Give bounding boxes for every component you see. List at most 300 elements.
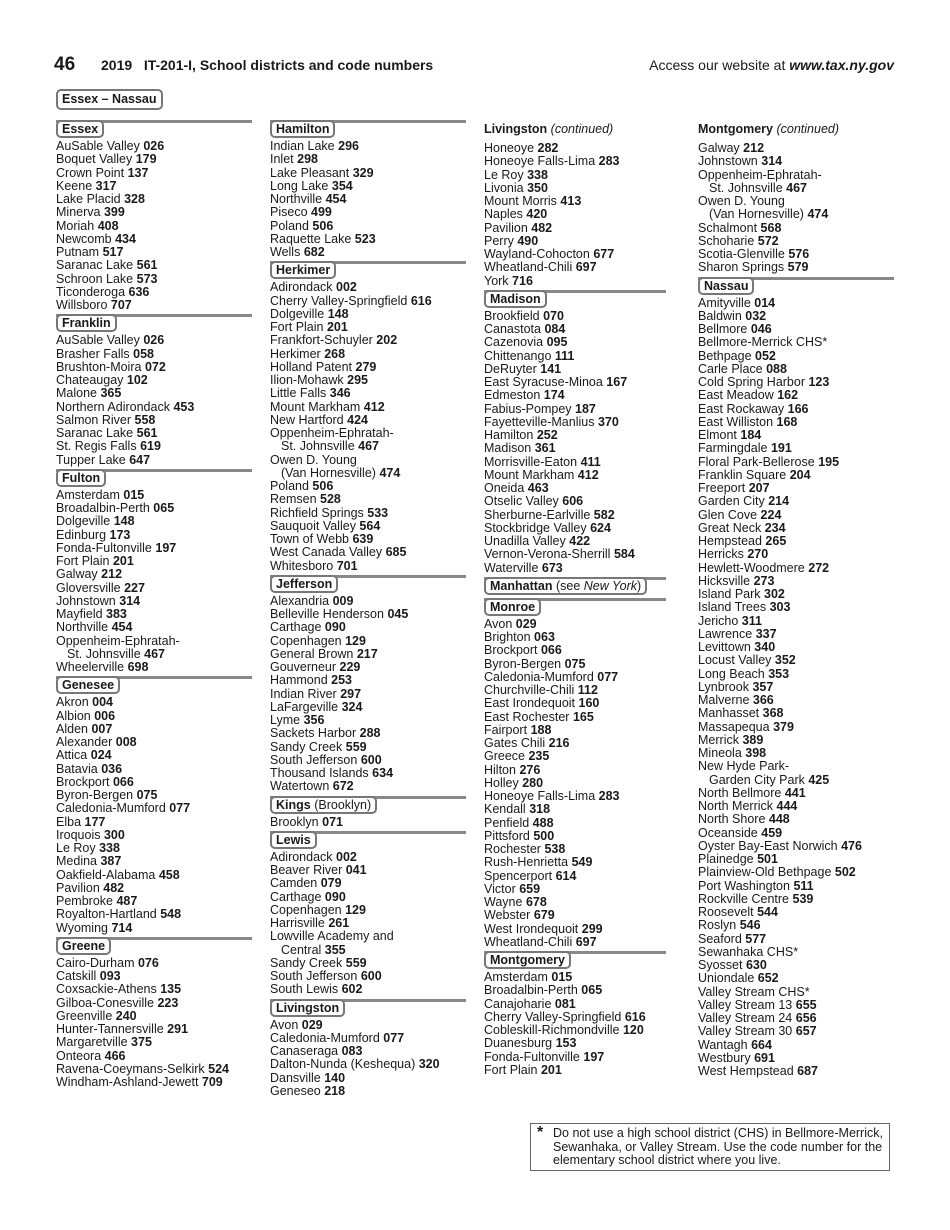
district-code: 071 [322, 814, 343, 829]
district-entry [56, 1036, 256, 1049]
district-entry [270, 877, 470, 890]
county-heading [484, 951, 684, 970]
district-entry [698, 522, 898, 535]
district-code: 490 [517, 233, 539, 248]
district-entry [484, 522, 684, 535]
district-name: South Jefferson [270, 752, 358, 767]
district-name: Livonia [484, 180, 524, 195]
district-name: Johnstown [56, 593, 116, 608]
county-label-box [56, 469, 106, 487]
district-name: Caledonia-Mumford [484, 669, 594, 684]
district-code: 329 [352, 165, 374, 180]
district-code: 324 [341, 699, 363, 714]
district-entry [698, 853, 898, 866]
district-entry [56, 789, 256, 802]
district-name: Waterville [484, 560, 539, 575]
district-name: Malverne [698, 693, 750, 707]
district-code: 559 [345, 739, 367, 754]
district-code: 299 [581, 921, 603, 936]
district-code: 223 [157, 995, 179, 1010]
footnote-text: Do not use a high school district (CHS) in Bellmore-Merrick, Sewanhaka, or Valley Stream. Use the code number for the elementary school district where you live. [553, 1126, 883, 1167]
district-name: Port Washington [698, 878, 790, 893]
district-code: 314 [761, 154, 783, 169]
district-code: 659 [519, 881, 541, 896]
district-code: 165 [572, 709, 594, 724]
district-name: Herricks [698, 547, 744, 562]
district-code: 066 [540, 643, 562, 658]
district-name: Central [281, 942, 322, 957]
district-entry [270, 374, 470, 387]
district-name: Watertown [270, 779, 330, 794]
district-code: 561 [136, 258, 158, 273]
county-heading [698, 277, 898, 296]
district-entry [484, 182, 684, 195]
district-name: Galway [698, 141, 740, 155]
district-name: Gilboa-Conesville [56, 995, 154, 1010]
county-section [270, 261, 470, 573]
district-code: 129 [345, 633, 366, 648]
district-name: Oakfield-Alabama [56, 867, 156, 882]
district-entry [270, 140, 470, 153]
district-entry [270, 295, 470, 308]
district-name: Town of Webb [270, 532, 349, 546]
district-name: Brockport [56, 774, 110, 789]
district-entry [270, 851, 470, 864]
district-name: Fort Plain [270, 320, 324, 334]
district-code: 511 [793, 878, 814, 893]
district-code: 081 [554, 996, 576, 1011]
district-name: Northern Adirondack [56, 399, 170, 414]
district-entry [270, 648, 470, 661]
county-name: Montgomery [490, 953, 565, 967]
county-heading-continued [484, 122, 684, 142]
district-entry [56, 206, 256, 219]
district-code: 302 [764, 587, 785, 601]
district-code: 009 [332, 593, 354, 608]
district-entry [698, 495, 898, 508]
county-name: Genesee [62, 678, 115, 693]
district-name: Broadalbin-Perth [484, 983, 578, 998]
footnote-box [530, 1123, 890, 1171]
district-name: Pittsford [484, 828, 530, 843]
district-entry [270, 957, 470, 970]
district-name: Hewlett-Woodmere [698, 560, 805, 575]
county-name: Greene [62, 938, 106, 953]
district-name: Roslyn [698, 918, 737, 933]
district-name: Honeoye Falls-Lima [484, 789, 596, 803]
district-code: 624 [590, 520, 611, 535]
district-entry [270, 1019, 470, 1032]
district-entry [484, 790, 684, 803]
district-name: Bethpage [698, 348, 752, 363]
district-entry [56, 220, 256, 233]
district-code: 026 [143, 333, 165, 348]
district-entry [484, 389, 684, 402]
district-name: Westbury [698, 1050, 751, 1065]
district-name: Hilton [484, 762, 516, 777]
district-code: 195 [818, 454, 840, 469]
district-name: Gates Chili [484, 736, 546, 750]
district-code: 707 [110, 298, 132, 312]
district-name: Whitesboro [270, 558, 334, 573]
county-label-box [484, 951, 571, 969]
district-name: Wheelerville [56, 660, 125, 674]
district-entry [270, 621, 470, 634]
district-entry [698, 654, 898, 667]
district-entry [698, 615, 898, 628]
district-entry [56, 167, 256, 180]
district-entry [698, 208, 898, 221]
district-name: Elmont [698, 428, 737, 442]
district-entry [56, 957, 256, 970]
district-entry [698, 946, 898, 959]
district-name: Greece [484, 749, 525, 764]
district-entry [484, 923, 684, 936]
county-name: Montgomery [698, 122, 773, 136]
district-entry [270, 1032, 470, 1045]
district-code: 002 [336, 280, 357, 295]
county-heading [484, 577, 684, 596]
district-code: 701 [336, 558, 358, 573]
district-name: Naples [484, 207, 523, 222]
see-reference: (see [552, 578, 584, 593]
district-name: East Rochester [484, 709, 570, 724]
district-name: Carthage [270, 620, 322, 635]
district-name: Wheatland-Chili [484, 934, 573, 949]
district-name: Mount Morris [484, 194, 557, 208]
district-name: Rush-Henrietta [484, 855, 569, 870]
district-entry [698, 482, 898, 495]
district-name: Garden City Park [709, 772, 805, 787]
district-code: 052 [755, 348, 776, 363]
district-code: 579 [787, 260, 809, 275]
district-code: 160 [578, 696, 600, 711]
district-entry [698, 323, 898, 336]
district-entry [270, 608, 470, 621]
district-entry [270, 560, 470, 573]
district-entry [270, 206, 470, 219]
district-code: 424 [347, 412, 368, 427]
district-code: 425 [808, 772, 830, 787]
district-name: Mount Markham [270, 399, 361, 414]
page-number: 46 [54, 54, 76, 75]
district-entry [270, 701, 470, 714]
district-entry [270, 440, 470, 453]
district-entry [56, 489, 256, 502]
district-entry [484, 658, 684, 671]
district-name: Owen D. Young [270, 452, 357, 467]
district-name: Northville [56, 620, 109, 635]
district-entry [56, 334, 256, 347]
district-entry [698, 999, 898, 1012]
district-entry [484, 469, 684, 482]
district-name: Mineola [698, 746, 742, 760]
district-code: 487 [116, 894, 138, 908]
district-code: 576 [788, 247, 810, 261]
district-entry [56, 869, 256, 882]
district-name: Dalton-Nunda (Keshequa) [270, 1057, 416, 1072]
district-code: 188 [530, 722, 552, 737]
district-name: Levittown [698, 640, 751, 654]
district-name: Churchville-Chili [484, 683, 575, 697]
county-section [56, 937, 256, 1090]
district-code: 015 [551, 970, 573, 984]
district-name: West Hempstead [698, 1064, 794, 1078]
district-code: 379 [773, 719, 794, 734]
county-label-box [484, 290, 547, 308]
district-name: Amsterdam [484, 970, 548, 984]
district-entry [270, 427, 470, 440]
district-entry [484, 535, 684, 548]
county-heading [270, 120, 470, 139]
district-name: Caledonia-Mumford [270, 1030, 380, 1045]
district-entry [698, 986, 898, 999]
district-code: 548 [160, 907, 182, 922]
district-code: 568 [760, 220, 782, 235]
column-2 [270, 120, 470, 1100]
district-name: Island Trees [698, 600, 767, 615]
district-name: Schroon Lake [56, 271, 134, 286]
district-code: 075 [564, 656, 586, 671]
district-code: 084 [544, 322, 566, 336]
district-entry [484, 971, 684, 984]
district-entry [270, 167, 470, 180]
access-text: Access our website at [649, 57, 790, 73]
district-name: Morrisville-Eaton [484, 454, 578, 469]
district-code: 523 [354, 231, 376, 246]
district-name: Le Roy [484, 167, 524, 182]
district-entry [56, 454, 256, 467]
district-entry [56, 736, 256, 749]
district-entry [56, 1063, 256, 1076]
district-entry [698, 800, 898, 813]
see-reference: ) [637, 578, 642, 593]
county-name: Herkimer [276, 263, 331, 278]
district-code: 355 [324, 942, 346, 957]
county-section [56, 314, 256, 467]
county-label-box [484, 577, 647, 595]
district-entry [56, 273, 256, 286]
district-entry [698, 933, 898, 946]
district-entry [56, 842, 256, 855]
district-code: 029 [301, 1017, 323, 1032]
district-code: 370 [597, 414, 619, 429]
district-code: 467 [144, 646, 165, 661]
district-entry [484, 777, 684, 790]
district-code: 214 [768, 494, 790, 509]
district-entry [484, 909, 684, 922]
district-name: Edmeston [484, 388, 541, 403]
district-name: Thousand Islands [270, 766, 369, 780]
district-code: 474 [379, 465, 401, 480]
district-name: Richfield Springs [270, 505, 364, 520]
district-code: 454 [325, 192, 347, 206]
district-name: Otselic Valley [484, 494, 559, 509]
district-entry [484, 336, 684, 349]
district-entry [56, 180, 256, 193]
district-name: East Irondequoit [484, 696, 576, 711]
district-entry [698, 336, 898, 349]
district-name: Uniondale [698, 971, 755, 986]
district-entry [56, 776, 256, 789]
footnote-star: * [537, 1124, 544, 1141]
district-entry [484, 883, 684, 896]
district-entry [56, 555, 256, 568]
district-entry [698, 509, 898, 522]
district-code: 218 [324, 1083, 346, 1098]
county-name: Franklin [62, 316, 111, 331]
district-name: Edinburg [56, 527, 107, 542]
district-name: Minerva [56, 205, 101, 220]
district-entry [484, 195, 684, 208]
district-name: Harrisville [270, 916, 325, 930]
district-entry [484, 856, 684, 869]
district-entry [698, 1039, 898, 1052]
district-name: Rochester [484, 842, 541, 856]
district-code: 173 [109, 527, 131, 542]
district-code: 656 [795, 1011, 817, 1025]
county-alias: (Brooklyn) [310, 797, 372, 812]
district-name: Mount Markham [484, 467, 575, 482]
district-code: 297 [340, 686, 362, 701]
district-entry [484, 429, 684, 442]
district-entry [484, 671, 684, 684]
district-name: Hamilton [484, 428, 534, 442]
district-code: 564 [359, 518, 381, 533]
district-entry [484, 208, 684, 221]
district-code: 412 [363, 399, 385, 414]
district-name: Floral Park-Bellerose [698, 454, 815, 469]
district-name: Putnam [56, 245, 100, 259]
district-code: 340 [754, 640, 776, 654]
county-label-box [270, 261, 336, 279]
district-entry [270, 635, 470, 648]
district-name: Oppenheim-Ephratah- [270, 426, 394, 440]
district-code: 572 [757, 233, 779, 248]
county-section [56, 676, 256, 935]
district-name: Amsterdam [56, 487, 120, 502]
district-name: Attica [56, 748, 88, 763]
district-entry [698, 297, 898, 310]
district-name: Great Neck [698, 520, 762, 535]
district-name: Le Roy [56, 841, 96, 855]
district-code: 639 [352, 532, 374, 546]
district-entry [484, 261, 684, 274]
district-entry [484, 1051, 684, 1064]
district-code: 032 [745, 308, 767, 323]
district-code: 006 [94, 708, 116, 723]
district-name: Honeoye Falls-Lima [484, 154, 596, 169]
district-code: 276 [519, 762, 541, 777]
district-code: 444 [776, 799, 798, 813]
website-line [649, 57, 894, 73]
district-entry [698, 363, 898, 376]
district-code: 265 [765, 534, 787, 548]
district-entry [270, 661, 470, 674]
district-code: 036 [101, 761, 123, 776]
district-code: 095 [546, 335, 568, 350]
district-code: 697 [575, 260, 597, 275]
district-entry [698, 310, 898, 323]
district-code: 361 [534, 441, 556, 456]
district-entry [270, 595, 470, 608]
district-entry [270, 193, 470, 206]
district-entry [698, 416, 898, 429]
district-code: 652 [757, 971, 779, 986]
district-entry [698, 222, 898, 235]
district-entry [484, 248, 684, 261]
district-entry [56, 401, 256, 414]
district-entry [698, 827, 898, 840]
district-name: Bellmore [698, 322, 748, 336]
county-name: Manhattan [490, 578, 553, 593]
district-code: 413 [560, 194, 582, 208]
district-code: 682 [303, 245, 325, 259]
district-entry [698, 959, 898, 972]
district-entry [270, 816, 470, 829]
district-name: Wells [270, 245, 301, 259]
district-code: 197 [583, 1049, 605, 1064]
district-entry [56, 1010, 256, 1023]
district-entry [56, 710, 256, 723]
district-code: 353 [768, 666, 790, 681]
district-entry [698, 575, 898, 588]
district-code: 346 [329, 386, 351, 401]
district-code: 177 [84, 814, 106, 829]
district-entry [56, 1023, 256, 1036]
district-code: 102 [126, 373, 148, 387]
district-code: 184 [740, 428, 762, 442]
district-name: Broadalbin-Perth [56, 501, 150, 515]
district-code: 375 [131, 1035, 152, 1050]
district-name: Valley Stream CHS* [698, 984, 810, 999]
website-link[interactable]: www.tax.ny.gov [789, 57, 894, 73]
county-label-box [270, 120, 335, 138]
district-code: 029 [515, 616, 537, 631]
county-label-box [56, 937, 111, 955]
district-name: Cobleskill-Richmondville [484, 1023, 620, 1037]
county-section [56, 469, 256, 675]
district-code: 691 [754, 1050, 775, 1065]
district-code: 045 [387, 607, 409, 621]
district-code: 500 [533, 828, 555, 843]
district-entry [484, 509, 684, 522]
district-name: Margaretville [56, 1035, 128, 1050]
district-code: 582 [593, 507, 615, 522]
district-name: Garden City [698, 494, 765, 509]
district-name: Hammond [270, 673, 328, 688]
district-name: (Van Hornesville) [709, 207, 804, 222]
county-heading [270, 831, 470, 850]
district-name: Cazenovia [484, 335, 544, 350]
district-code: 140 [324, 1070, 346, 1085]
district-code: 075 [136, 788, 158, 802]
district-name: Beaver River [270, 863, 343, 877]
district-entry [698, 155, 898, 168]
county-name: Monroe [490, 599, 536, 614]
district-entry [484, 235, 684, 248]
district-name: Lawrence [698, 626, 753, 641]
district-entry [484, 376, 684, 389]
district-name: Island Park [698, 587, 761, 601]
district-code: 288 [359, 726, 381, 741]
district-entry [698, 442, 898, 455]
district-name: Plainedge [698, 852, 754, 866]
district-code: 544 [757, 905, 778, 919]
district-code: 698 [127, 660, 149, 674]
district-name: Schoharie [698, 233, 755, 248]
district-name: Oneida [484, 481, 525, 495]
